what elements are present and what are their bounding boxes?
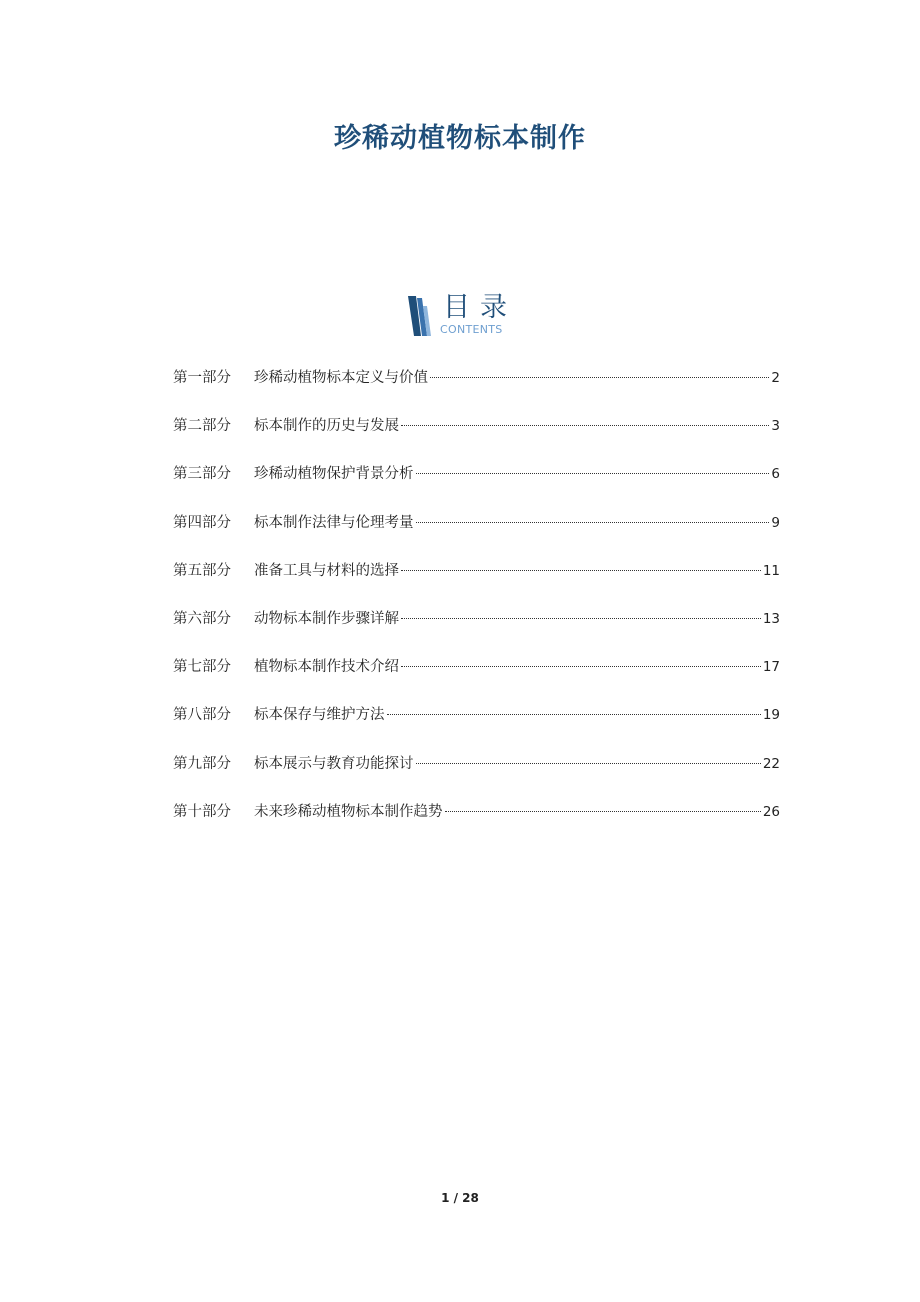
toc-entry[interactable] (173, 798, 780, 846)
toc-entry-title: 标本制作的历史与发展 (254, 418, 399, 435)
toc-logo-icon (406, 296, 432, 336)
toc-entry[interactable] (173, 653, 780, 701)
toc-entry-title: 植物标本制作技术介绍 (254, 659, 399, 676)
toc-entry[interactable] (173, 557, 780, 605)
toc-entry-part: 第九部分 (173, 755, 231, 772)
toc-header (406, 292, 526, 340)
toc-dot-leader (401, 666, 761, 667)
toc-entry-page: 26 (762, 803, 780, 820)
toc-entry-part: 第五部分 (173, 562, 231, 579)
toc-entry[interactable] (173, 460, 780, 508)
toc-entry-title: 未来珍稀动植物标本制作趋势 (254, 803, 443, 820)
toc-dot-leader (401, 618, 761, 619)
toc-entry-page: 2 (771, 370, 780, 386)
table-of-contents (173, 364, 780, 846)
toc-entry[interactable] (173, 412, 780, 460)
toc-entry-part: 第一部分 (173, 370, 231, 386)
toc-entry-part: 第七部分 (173, 659, 231, 676)
toc-dot-leader (401, 570, 761, 571)
toc-entry-part: 第六部分 (173, 610, 231, 627)
toc-entry-title: 标本展示与教育功能探讨 (254, 755, 414, 772)
toc-entry[interactable] (173, 701, 780, 749)
toc-entry-page: 22 (762, 755, 780, 772)
toc-subheading: CONTENTS (440, 323, 503, 336)
toc-entry-title: 珍稀动植物保护背景分析 (254, 466, 414, 483)
toc-dot-leader (401, 425, 769, 426)
toc-dot-leader (416, 473, 770, 474)
toc-heading: 目录 (443, 292, 517, 323)
toc-entry-part: 第四部分 (173, 514, 231, 531)
toc-entry-title: 准备工具与材料的选择 (254, 562, 399, 579)
toc-dot-leader (416, 763, 761, 764)
toc-entry-part: 第二部分 (173, 418, 231, 435)
toc-entry-page: 19 (762, 707, 780, 724)
toc-entry-part: 第八部分 (173, 707, 231, 724)
toc-entry-page: 13 (762, 610, 780, 627)
toc-entry[interactable] (173, 605, 780, 653)
toc-entry-title: 珍稀动植物标本定义与价值 (254, 370, 428, 386)
toc-entry-title: 标本保存与维护方法 (254, 707, 385, 724)
toc-entry-page: 9 (771, 514, 780, 531)
document-title: 珍稀动植物标本制作 (334, 123, 586, 154)
toc-dot-leader (387, 714, 761, 715)
toc-dot-leader (430, 377, 769, 378)
toc-entry-part: 第十部分 (173, 803, 231, 820)
toc-entry-page: 11 (762, 562, 780, 579)
toc-entry[interactable] (173, 364, 780, 412)
toc-entry-part: 第三部分 (173, 466, 231, 483)
toc-entry[interactable] (173, 750, 780, 798)
toc-entry-page: 17 (762, 659, 780, 676)
toc-entry-title: 标本制作法律与伦理考量 (254, 514, 414, 531)
toc-entry-page: 3 (771, 418, 780, 435)
toc-entry[interactable] (173, 509, 780, 557)
toc-entry-page: 6 (771, 466, 780, 483)
page-indicator: 1 / 28 (441, 1191, 479, 1205)
toc-entry-title: 动物标本制作步骤详解 (254, 610, 399, 627)
toc-dot-leader (445, 811, 761, 812)
toc-dot-leader (416, 522, 770, 523)
